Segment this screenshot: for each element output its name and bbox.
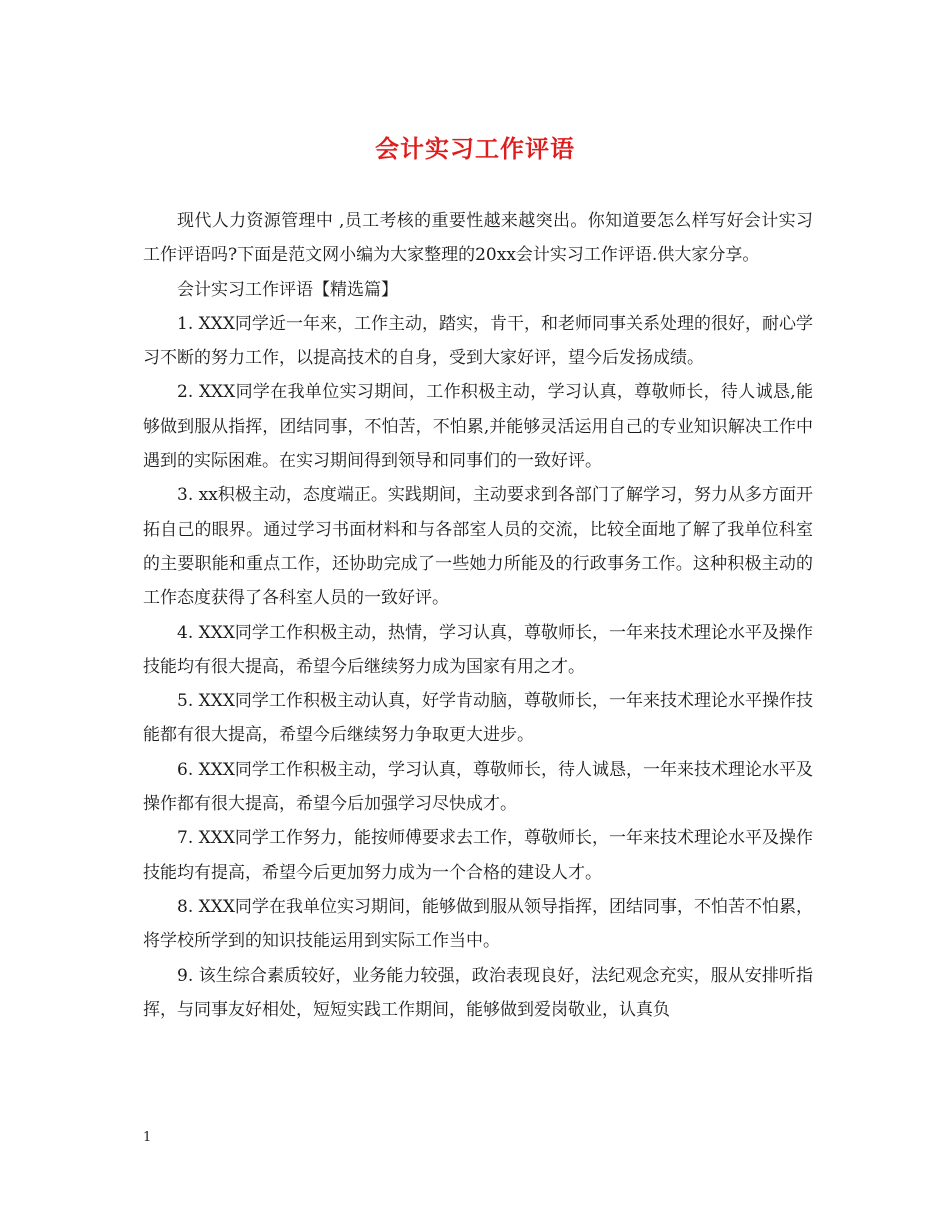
intro-paragraph: 现代人力资源管理中 ,员工考核的重要性越来越突出。你知道要怎么样写好会计实习工作评语吗?下面是范文网小编为大家整理的20xx会计实习工作评语.供大家分享。 — [143, 211, 813, 266]
comment-item-5: 5. XXX同学工作积极主动认真，好学肯动脑，尊敬师长，一年来技术理论水平操作技能都有很大提高，希望今后继续努力争取更大进步。 — [143, 691, 813, 746]
page-number: 1 — [143, 1130, 152, 1145]
document-title: 会计实习工作评语 — [375, 134, 575, 163]
comment-item-9: 9. 该生综合素质较好，业务能力较强，政治表现良好，法纪观念充实，服从安排听指挥，与同事友好相处，短短实践工作期间，能够做到爱岗敬业，认真负 — [143, 965, 813, 1020]
comment-item-3: 3. xx积极主动，态度端正。实践期间，主动要求到各部门了解学习，努力从多方面开拓自己的眼界。通过学习书面材料和与各部室人员的交流，比较全面地了解了我单位科室的主要职能和重点工作，还协助完成了一些她力所能及的行政事务工作。这种积极主动的工作态度获得了各科室人员的一致好评。 — [143, 485, 813, 609]
section-heading: 会计实习工作评语【精选篇】 — [177, 279, 398, 300]
comment-item-7: 7. XXX同学工作努力，能按师傅要求去工作，尊敬师长，一年来技术理论水平及操作技能均有提高，希望今后更加努力成为一个合格的建设人才。 — [143, 828, 813, 883]
comment-item-1: 1. XXX同学近一年来，工作主动，踏实，肯干，和老师同事关系处理的很好，耐心学习不断的努力工作，以提高技术的自身，受到大家好评，望今后发扬成绩。 — [143, 313, 813, 369]
comment-item-2: 2. XXX同学在我单位实习期间，工作积极主动，学习认真，尊敬师长，待人诚恳,能够做到服从指挥，团结同事，不怕苦，不怕累,并能够灵活运用自己的专业知识解决工作中遇到的实际困难。在实习期间得到领导和同事们的一致好评。 — [143, 382, 813, 472]
comment-item-4: 4. XXX同学工作积极主动，热情，学习认真，尊敬师长，一年来技术理论水平及操作技能均有很大提高，希望今后继续努力成为国家有用之才。 — [143, 622, 813, 677]
comment-item-6: 6. XXX同学工作积极主动，学习认真，尊敬师长，待人诚恳，一年来技术理论水平及操作都有很大提高，希望今后加强学习尽快成才。 — [143, 759, 813, 815]
document-body — [143, 204, 813, 1027]
comment-item-8: 8. XXX同学在我单位实习期间，能够做到服从领导指挥，团结同事，不怕苦不怕累，将学校所学到的知识技能运用到实际工作当中。 — [143, 896, 813, 952]
